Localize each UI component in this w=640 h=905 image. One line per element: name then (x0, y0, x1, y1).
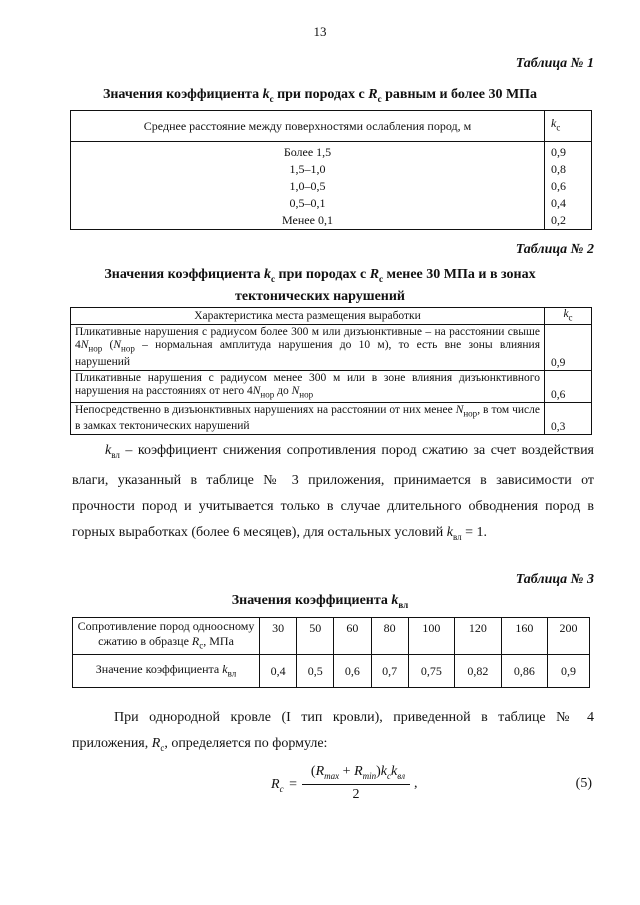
table2 (70, 307, 592, 435)
table1-title-k-sub: c (269, 93, 274, 104)
table2-desc-text: Пликативные нарушения с радиусом более 300 м или дизъюнктивные – на расстоянии свыше 4 (75, 326, 540, 352)
table3-strength-cell: 60 (334, 618, 371, 655)
table3-coefficient-row (73, 655, 590, 688)
table2-k-value: 0,3 (545, 402, 592, 434)
formula-comma: , (414, 776, 418, 791)
table1-k-value: 0,2 (545, 212, 592, 230)
formula-rmin-sub: min (362, 770, 377, 781)
table3-title-k-sub: вл (398, 599, 409, 610)
formula-paren: ( (310, 764, 316, 779)
table3-strength-cell: 30 (260, 618, 297, 655)
table2-n: N (455, 403, 464, 416)
table1-title-text: Значения коэффициента (102, 87, 263, 102)
formula-plus: + (342, 764, 351, 779)
table2-n: N (291, 384, 300, 397)
table2-title-r-sub: c (379, 273, 384, 284)
table3-coef-cell: 0,6 (334, 655, 371, 688)
table3-strength-cell: 80 (371, 618, 408, 655)
formula-r-sub: c (279, 783, 284, 794)
table2-title-text: Значения коэффициента (104, 267, 265, 282)
formula-kc: k (380, 764, 388, 779)
table3-strength-cell: 160 (501, 618, 547, 655)
table1-k-value: 0,9 (545, 142, 592, 162)
table1-k-value: 0,4 (545, 195, 592, 212)
formula-lhs (271, 777, 297, 794)
table3-k: k (222, 661, 228, 676)
table-row (71, 370, 592, 402)
table1 (70, 110, 592, 230)
table1-k-value: 0,6 (545, 178, 592, 195)
table2-n: N (252, 384, 261, 397)
paragraph-text: При однородной кровле (I тип кровли), приведенной в таблице № 4 приложения, (72, 710, 594, 751)
table1-header-k (545, 111, 592, 142)
formula-kc-sub: c (387, 770, 392, 781)
table3-strength-cell: 100 (408, 618, 454, 655)
kvl-symbol: k (446, 524, 453, 540)
table-row (71, 325, 592, 370)
table1-header-row (71, 111, 592, 142)
table2-desc-text: – нормальная амплитуда нарушения до 10 м), то есть вне зоны влияния нарушений (75, 339, 540, 368)
table2-n: N (113, 339, 122, 352)
table1-title (70, 86, 570, 108)
table2-title (70, 266, 570, 306)
table1-k-value: 0,8 (545, 161, 592, 178)
table1-title-text: при породах с (273, 87, 369, 102)
table-row (71, 402, 592, 434)
table3-strength-cell: 120 (455, 618, 501, 655)
table3-coef-cell: 0,9 (548, 655, 590, 688)
formula-paren: ) (376, 764, 381, 779)
table2-header-k-symbol: k (563, 308, 569, 320)
table2-title-text: при породах с (275, 267, 370, 282)
paragraph-text: , определяется по формуле: (164, 736, 328, 751)
table2-n-sub: нор (463, 408, 478, 419)
table3-coef-cell: 0,7 (371, 655, 408, 688)
table2-n-sub: нор (260, 388, 275, 399)
table3-r: R (191, 634, 200, 648)
formula-r: R (271, 777, 280, 792)
table3-k-sub: вл (227, 668, 237, 679)
table3-coef-cell: 0,86 (501, 655, 547, 688)
table2-desc-text: до (274, 384, 292, 397)
table3-row1-text: , МПа (203, 634, 234, 648)
table3-strength-cell: 50 (297, 618, 334, 655)
table3-coef-cell: 0,75 (408, 655, 454, 688)
table2-n-sub: нор (88, 343, 103, 354)
equation-number: (5) (575, 776, 592, 791)
table2-n: N (80, 339, 89, 352)
fraction-line (302, 784, 410, 785)
table3-strength-cell: 200 (548, 618, 590, 655)
table2-n-sub: нор (121, 343, 135, 354)
paragraph-kvl (72, 438, 594, 550)
table3-r-sub: c (199, 640, 204, 651)
formula-rmin: R (354, 764, 363, 779)
table3-label: Таблица № 3 (515, 572, 594, 587)
formula-kvl-sub: вл (397, 770, 406, 781)
table3-row1-text: Сопротивление пород одноосному сжатию в образце (77, 619, 255, 648)
paragraph-text: – коэффициент снижения сопротивления пород сжатию за счет воздействия влаги, указанный в таблице № 3 приложения, принимается в зависимости от прочности пород и учитывается только в случае длительного обводнения пород в горных выработках (более 6 месяцев), для остальных условий (72, 443, 594, 540)
table2-desc-text: Непосредственно в дизъюнктивных нарушениях на расстоянии от них менее (75, 403, 456, 416)
paragraph-text: = 1. (461, 524, 488, 540)
table2-label: Таблица № 2 (515, 242, 594, 257)
table2-k-value: 0,9 (545, 325, 592, 370)
table-row (71, 161, 592, 178)
table2-title-k-sub: c (271, 273, 276, 284)
formula-numerator (302, 764, 414, 781)
table3-title-k: k (391, 593, 399, 608)
formula-denominator: 2 (352, 787, 360, 802)
table3-strength-row (73, 618, 590, 655)
table3-row1-label (73, 618, 260, 655)
table1-range: Более 1,5 (71, 142, 545, 162)
table2-title-r: R (369, 267, 380, 282)
rc-symbol: R (151, 736, 161, 751)
table1-header-k-sub: c (556, 122, 561, 133)
table1-header-k-symbol: k (551, 116, 557, 131)
formula-rmax: R (315, 764, 325, 779)
table2-desc (71, 402, 545, 434)
table2-desc (71, 325, 545, 370)
table2-header-desc: Характеристика места размещения выработки (71, 308, 545, 325)
paragraph-roof (72, 705, 594, 761)
formula-equals: = (289, 777, 297, 792)
formula-kvl: k (391, 764, 398, 779)
table3-row2-text: Значение коэффициента (95, 661, 223, 676)
table2-header-row (71, 308, 592, 325)
table2-header-k (545, 308, 592, 325)
table1-header-desc: Среднее расстояние между поверхностями ослабления пород, м (71, 111, 545, 142)
kvl-sub: вл (452, 531, 462, 542)
table1-range: 1,0–0,5 (71, 178, 545, 195)
table-row (71, 178, 592, 195)
table2-desc-text: ( (102, 339, 114, 352)
table3-coef-cell: 0,5 (297, 655, 334, 688)
table1-label: Таблица № 1 (515, 56, 594, 71)
table3-row2-label (73, 655, 260, 688)
table1-range: Менее 0,1 (71, 212, 545, 230)
table2-k-value: 0,6 (545, 370, 592, 402)
kvl-symbol: k (105, 443, 112, 458)
table-row (71, 142, 592, 162)
table1-range: 0,5–0,1 (71, 195, 545, 212)
table1-title-text: равным и более 30 МПа (381, 87, 538, 102)
table2-desc (71, 370, 545, 402)
rc-sub: c (160, 742, 165, 753)
table2-desc-text: , в том числе в замках тектонических нарушений (75, 403, 540, 433)
table1-title-k: k (262, 87, 270, 102)
table2-title-line2: тектонических нарушений (234, 288, 405, 304)
table1-range: 1,5–1,0 (71, 161, 545, 178)
kvl-sub: вл (111, 449, 120, 460)
formula-rmax-sub: max (324, 770, 340, 781)
table3-title-text: Значения коэффициента (231, 593, 392, 608)
table-row (71, 212, 592, 230)
table3-coef-cell: 0,4 (260, 655, 297, 688)
table1-title-r: R (368, 87, 378, 102)
table3-coef-cell: 0,82 (455, 655, 501, 688)
table2-header-k-sub: c (568, 312, 573, 323)
table-row (71, 195, 592, 212)
table3-title (70, 592, 570, 614)
table2-n-sub: нор (299, 388, 314, 399)
table2-desc-text: Пликативные нарушения с радиусом менее 300 м или в зоне влияния дизъюнктивного нарушения на расстояниях от него 4 (75, 371, 540, 397)
table1-title-r-sub: c (377, 93, 382, 104)
table2-title-text: менее 30 МПа и в зонах (383, 267, 536, 282)
page-number: 13 (313, 24, 327, 39)
table2-title-k: k (264, 267, 272, 282)
table3 (72, 617, 590, 688)
